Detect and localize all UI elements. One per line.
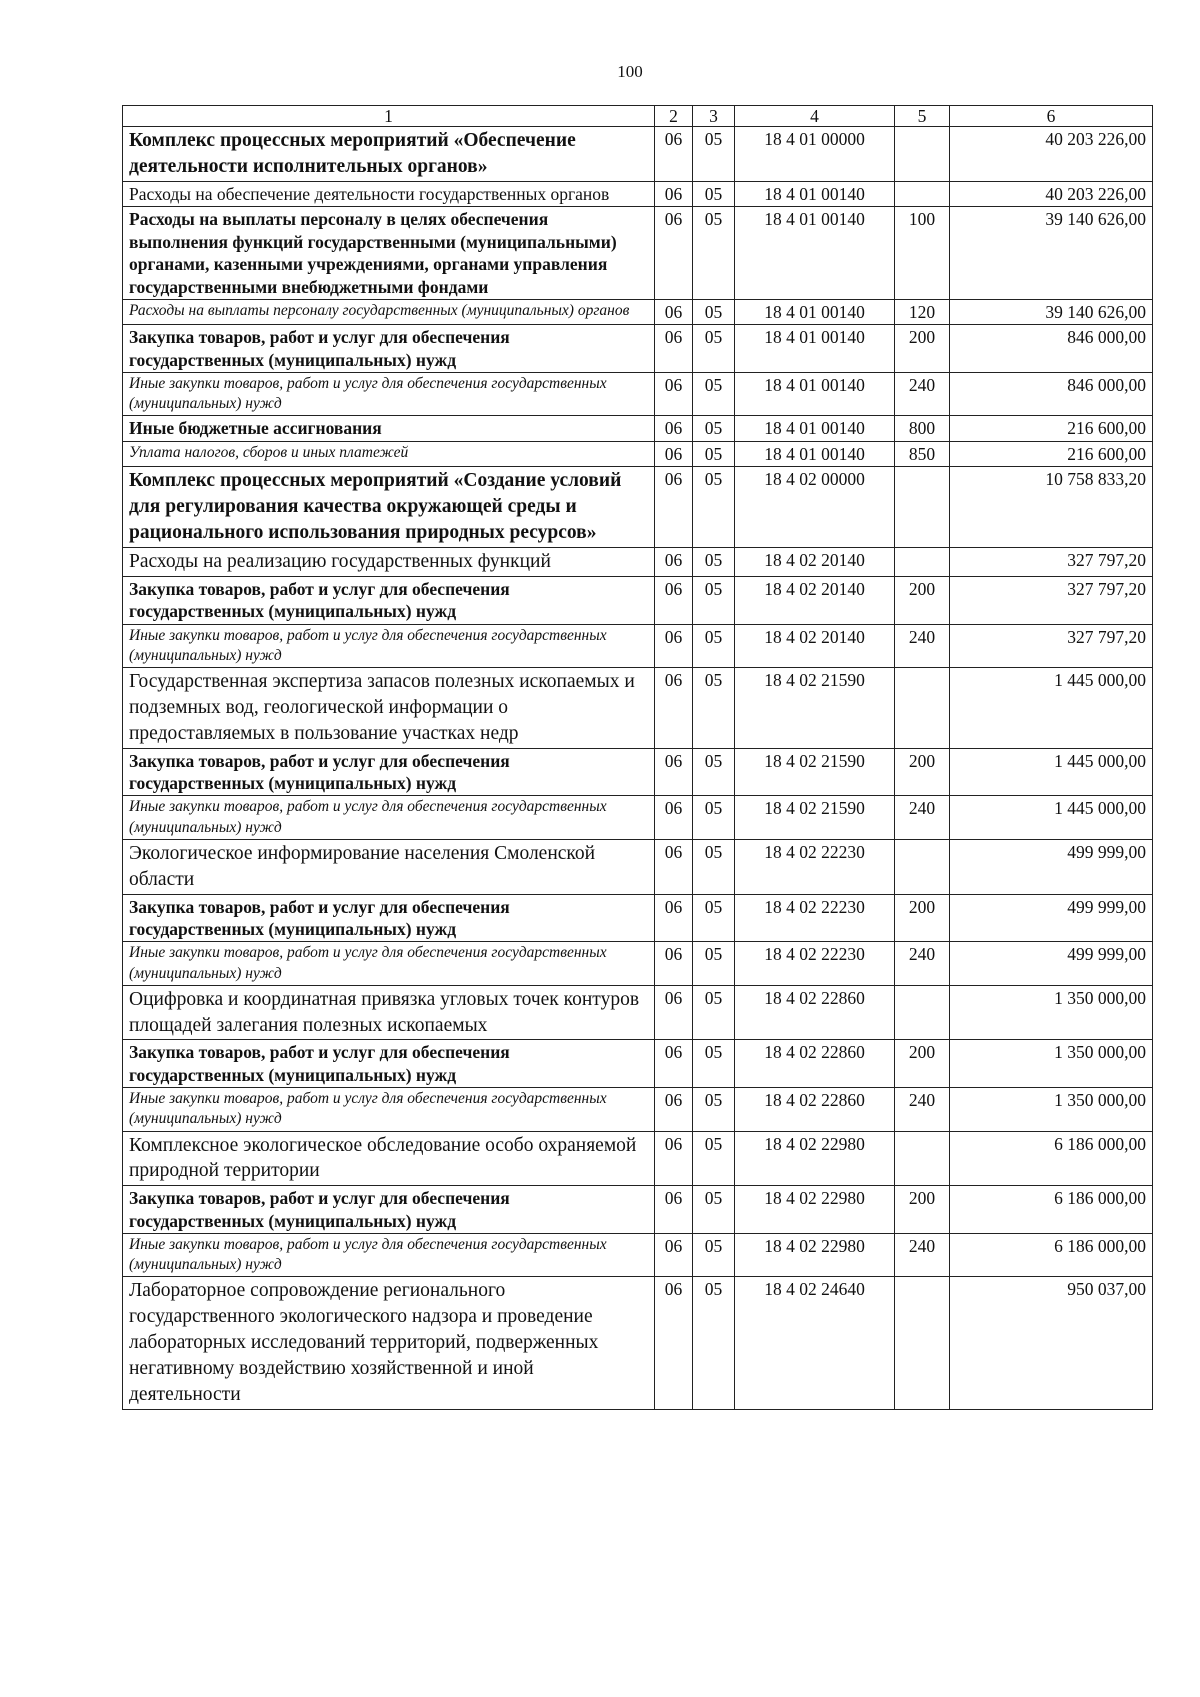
row-name-cell: Расходы на обеспечение деятельности государственных органов — [123, 181, 655, 206]
target-article-cell: 18 4 02 22980 — [735, 1131, 895, 1186]
target-article-cell: 18 4 02 22230 — [735, 942, 895, 985]
section-code-cell: 06 — [655, 416, 693, 441]
expense-type-cell: 200 — [895, 1186, 950, 1234]
amount-cell: 1 445 000,00 — [950, 796, 1153, 839]
row-name-cell: Закупка товаров, работ и услуг для обеспечения государственных (муниципальных) нужд — [123, 1040, 655, 1088]
section-code-cell: 06 — [655, 624, 693, 667]
section-code-cell: 06 — [655, 1234, 693, 1277]
subsection-code-cell: 05 — [693, 1088, 735, 1131]
subsection-code-cell: 05 — [693, 1186, 735, 1234]
expense-type-cell: 800 — [895, 416, 950, 441]
expense-type-cell: 240 — [895, 373, 950, 416]
section-code-cell: 06 — [655, 547, 693, 576]
expense-type-cell — [895, 547, 950, 576]
target-article-cell: 18 4 02 21590 — [735, 748, 895, 796]
row-name-cell: Иные закупки товаров, работ и услуг для обеспечения государственных (муниципальных) нужд — [123, 796, 655, 839]
row-name-cell: Иные закупки товаров, работ и услуг для обеспечения государственных (муниципальных) нужд — [123, 1088, 655, 1131]
row-name-cell: Закупка товаров, работ и услуг для обеспечения государственных (муниципальных) нужд — [123, 325, 655, 373]
amount-cell: 327 797,20 — [950, 576, 1153, 624]
subsection-code-cell: 05 — [693, 127, 735, 182]
row-name-cell: Иные закупки товаров, работ и услуг для обеспечения государственных (муниципальных) нужд — [123, 942, 655, 985]
amount-cell: 846 000,00 — [950, 373, 1153, 416]
expense-type-cell: 120 — [895, 299, 950, 324]
section-code-cell: 06 — [655, 796, 693, 839]
section-code-cell: 06 — [655, 1277, 693, 1410]
section-code-cell: 06 — [655, 1040, 693, 1088]
expense-type-cell: 200 — [895, 894, 950, 942]
row-name-cell: Иные закупки товаров, работ и услуг для обеспечения государственных (муниципальных) нужд — [123, 1234, 655, 1277]
section-code-cell: 06 — [655, 441, 693, 466]
section-code-cell: 06 — [655, 1186, 693, 1234]
expense-type-cell: 240 — [895, 796, 950, 839]
row-name-cell: Закупка товаров, работ и услуг для обеспечения государственных (муниципальных) нужд — [123, 894, 655, 942]
table-row — [123, 985, 1153, 1040]
table-row — [123, 373, 1153, 416]
row-name-cell: Закупка товаров, работ и услуг для обеспечения государственных (муниципальных) нужд — [123, 1186, 655, 1234]
row-name-cell: Иные закупки товаров, работ и услуг для обеспечения государственных (муниципальных) нужд — [123, 624, 655, 667]
subsection-code-cell: 05 — [693, 1131, 735, 1186]
subsection-code-cell: 05 — [693, 325, 735, 373]
table-row — [123, 748, 1153, 796]
row-name-cell: Комплекс процессных мероприятий «Создание условий для регулирования качества окружающей среды и рационального использования природных ресурсов» — [123, 467, 655, 548]
row-name-cell: Закупка товаров, работ и услуг для обеспечения государственных (муниципальных) нужд — [123, 748, 655, 796]
row-name-cell: Комплекс процессных мероприятий «Обеспечение деятельности исполнительных органов» — [123, 127, 655, 182]
subsection-code-cell: 05 — [693, 1277, 735, 1410]
table-row — [123, 1040, 1153, 1088]
section-code-cell: 06 — [655, 748, 693, 796]
table-row — [123, 416, 1153, 441]
expense-type-cell: 850 — [895, 441, 950, 466]
target-article-cell: 18 4 02 21590 — [735, 796, 895, 839]
subsection-code-cell: 05 — [693, 441, 735, 466]
table-row — [123, 547, 1153, 576]
amount-cell: 39 140 626,00 — [950, 299, 1153, 324]
subsection-code-cell: 05 — [693, 1234, 735, 1277]
column-header: 6 — [950, 106, 1153, 127]
row-name-cell: Комплексное экологическое обследование особо охраняемой природной территории — [123, 1131, 655, 1186]
subsection-code-cell: 05 — [693, 299, 735, 324]
expense-type-cell: 240 — [895, 1088, 950, 1131]
expense-type-cell — [895, 1131, 950, 1186]
amount-cell: 6 186 000,00 — [950, 1131, 1153, 1186]
target-article-cell: 18 4 02 20140 — [735, 547, 895, 576]
amount-cell: 499 999,00 — [950, 942, 1153, 985]
target-article-cell: 18 4 02 00000 — [735, 467, 895, 548]
expense-type-cell: 240 — [895, 624, 950, 667]
target-article-cell: 18 4 01 00140 — [735, 207, 895, 300]
amount-cell: 950 037,00 — [950, 1277, 1153, 1410]
section-code-cell: 06 — [655, 894, 693, 942]
target-article-cell: 18 4 02 22980 — [735, 1234, 895, 1277]
expense-type-cell — [895, 839, 950, 894]
target-article-cell: 18 4 01 00140 — [735, 373, 895, 416]
column-header: 4 — [735, 106, 895, 127]
table-row — [123, 1088, 1153, 1131]
target-article-cell: 18 4 01 00000 — [735, 127, 895, 182]
table-row — [123, 441, 1153, 466]
subsection-code-cell: 05 — [693, 942, 735, 985]
target-article-cell: 18 4 01 00140 — [735, 181, 895, 206]
target-article-cell: 18 4 02 22980 — [735, 1186, 895, 1234]
subsection-code-cell: 05 — [693, 894, 735, 942]
subsection-code-cell: 05 — [693, 667, 735, 748]
row-name-cell: Расходы на реализацию государственных функций — [123, 547, 655, 576]
amount-cell: 10 758 833,20 — [950, 467, 1153, 548]
expense-type-cell: 100 — [895, 207, 950, 300]
expense-type-cell: 200 — [895, 748, 950, 796]
expense-type-cell: 240 — [895, 1234, 950, 1277]
table-row — [123, 839, 1153, 894]
table-row — [123, 624, 1153, 667]
table-row — [123, 127, 1153, 182]
subsection-code-cell: 05 — [693, 547, 735, 576]
amount-cell: 1 445 000,00 — [950, 667, 1153, 748]
amount-cell: 6 186 000,00 — [950, 1186, 1153, 1234]
amount-cell: 6 186 000,00 — [950, 1234, 1153, 1277]
expense-type-cell — [895, 1277, 950, 1410]
target-article-cell: 18 4 02 22230 — [735, 839, 895, 894]
target-article-cell: 18 4 02 20140 — [735, 624, 895, 667]
table-row — [123, 1186, 1153, 1234]
row-name-cell: Уплата налогов, сборов и иных платежей — [123, 441, 655, 466]
amount-cell: 1 350 000,00 — [950, 1040, 1153, 1088]
amount-cell: 40 203 226,00 — [950, 181, 1153, 206]
target-article-cell: 18 4 01 00140 — [735, 325, 895, 373]
expense-type-cell: 200 — [895, 325, 950, 373]
expense-type-cell — [895, 467, 950, 548]
target-article-cell: 18 4 02 22860 — [735, 1040, 895, 1088]
subsection-code-cell: 05 — [693, 624, 735, 667]
amount-cell: 216 600,00 — [950, 441, 1153, 466]
row-name-cell: Расходы на выплаты персоналу в целях обеспечения выполнения функций государственными (муниципальными) органами, казенными учреждениями, органами управления государственными внебюджетными фондами — [123, 207, 655, 300]
subsection-code-cell: 05 — [693, 416, 735, 441]
subsection-code-cell: 05 — [693, 985, 735, 1040]
section-code-cell: 06 — [655, 942, 693, 985]
column-header: 1 — [123, 106, 655, 127]
subsection-code-cell: 05 — [693, 373, 735, 416]
table-row — [123, 667, 1153, 748]
row-name-cell: Иные бюджетные ассигнования — [123, 416, 655, 441]
expense-type-cell — [895, 667, 950, 748]
amount-cell: 1 350 000,00 — [950, 1088, 1153, 1131]
subsection-code-cell: 05 — [693, 181, 735, 206]
row-name-cell: Иные закупки товаров, работ и услуг для обеспечения государственных (муниципальных) нужд — [123, 373, 655, 416]
expense-type-cell: 200 — [895, 1040, 950, 1088]
section-code-cell: 06 — [655, 1088, 693, 1131]
amount-cell: 846 000,00 — [950, 325, 1153, 373]
column-header: 5 — [895, 106, 950, 127]
column-header: 3 — [693, 106, 735, 127]
budget-table — [122, 105, 1153, 1410]
table-row — [123, 181, 1153, 206]
header-row — [123, 106, 1153, 127]
subsection-code-cell: 05 — [693, 207, 735, 300]
section-code-cell: 06 — [655, 373, 693, 416]
page-number: 100 — [617, 62, 643, 81]
table-row — [123, 1277, 1153, 1410]
amount-cell: 327 797,20 — [950, 624, 1153, 667]
section-code-cell: 06 — [655, 467, 693, 548]
row-name-cell: Расходы на выплаты персоналу государственных (муниципальных) органов — [123, 299, 655, 324]
target-article-cell: 18 4 02 22860 — [735, 1088, 895, 1131]
column-header: 2 — [655, 106, 693, 127]
table-row — [123, 894, 1153, 942]
expense-type-cell — [895, 127, 950, 182]
section-code-cell: 06 — [655, 207, 693, 300]
table-row — [123, 1234, 1153, 1277]
target-article-cell: 18 4 01 00140 — [735, 299, 895, 324]
amount-cell: 40 203 226,00 — [950, 127, 1153, 182]
table-row — [123, 796, 1153, 839]
section-code-cell: 06 — [655, 985, 693, 1040]
subsection-code-cell: 05 — [693, 467, 735, 548]
target-article-cell: 18 4 02 24640 — [735, 1277, 895, 1410]
subsection-code-cell: 05 — [693, 748, 735, 796]
section-code-cell: 06 — [655, 181, 693, 206]
row-name-cell: Оцифровка и координатная привязка угловых точек контуров площадей залегания полезных ископаемых — [123, 985, 655, 1040]
section-code-cell: 06 — [655, 299, 693, 324]
section-code-cell: 06 — [655, 667, 693, 748]
amount-cell: 39 140 626,00 — [950, 207, 1153, 300]
row-name-cell: Государственная экспертиза запасов полезных ископаемых и подземных вод, геологической информации о предоставляемых в пользование участках недр — [123, 667, 655, 748]
subsection-code-cell: 05 — [693, 1040, 735, 1088]
amount-cell: 499 999,00 — [950, 894, 1153, 942]
subsection-code-cell: 05 — [693, 576, 735, 624]
target-article-cell: 18 4 01 00140 — [735, 441, 895, 466]
table-row — [123, 207, 1153, 300]
target-article-cell: 18 4 02 22230 — [735, 894, 895, 942]
row-name-cell: Закупка товаров, работ и услуг для обеспечения государственных (муниципальных) нужд — [123, 576, 655, 624]
subsection-code-cell: 05 — [693, 796, 735, 839]
section-code-cell: 06 — [655, 127, 693, 182]
expense-type-cell — [895, 985, 950, 1040]
section-code-cell: 06 — [655, 839, 693, 894]
amount-cell: 1 445 000,00 — [950, 748, 1153, 796]
table-row — [123, 325, 1153, 373]
amount-cell: 499 999,00 — [950, 839, 1153, 894]
target-article-cell: 18 4 02 21590 — [735, 667, 895, 748]
target-article-cell: 18 4 02 20140 — [735, 576, 895, 624]
expense-type-cell: 200 — [895, 576, 950, 624]
table-row — [123, 576, 1153, 624]
expense-type-cell — [895, 181, 950, 206]
subsection-code-cell: 05 — [693, 839, 735, 894]
section-code-cell: 06 — [655, 1131, 693, 1186]
amount-cell: 327 797,20 — [950, 547, 1153, 576]
expense-type-cell: 240 — [895, 942, 950, 985]
row-name-cell: Лабораторное сопровождение регионального государственного экологического надзора и проведение лабораторных исследований территорий, подверженных негативному воздействию хозяйственной и иной деятельности — [123, 1277, 655, 1410]
table-row — [123, 467, 1153, 548]
table-row — [123, 1131, 1153, 1186]
amount-cell: 1 350 000,00 — [950, 985, 1153, 1040]
target-article-cell: 18 4 02 22860 — [735, 985, 895, 1040]
table-row — [123, 942, 1153, 985]
table-row — [123, 299, 1153, 324]
amount-cell: 216 600,00 — [950, 416, 1153, 441]
target-article-cell: 18 4 01 00140 — [735, 416, 895, 441]
section-code-cell: 06 — [655, 576, 693, 624]
section-code-cell: 06 — [655, 325, 693, 373]
row-name-cell: Экологическое информирование населения Смоленской области — [123, 839, 655, 894]
